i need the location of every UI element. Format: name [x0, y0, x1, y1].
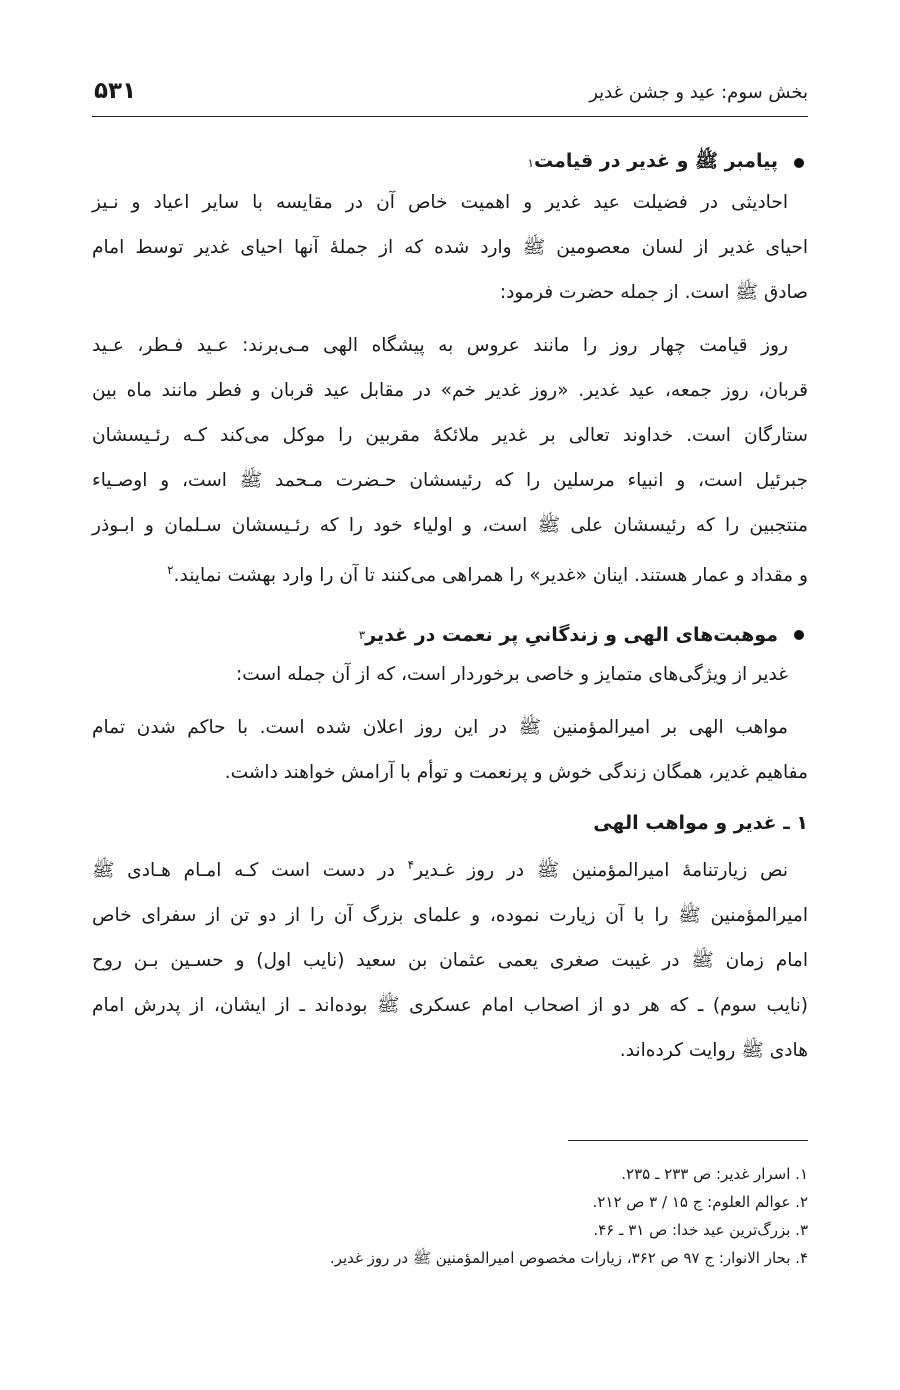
text-line: غدیر از ویژگی‌های متمایز و خاصی برخوردار است، که از آن جمله است:	[236, 664, 788, 686]
text-line: ستارگان است. خداوند تعالی بر غدیر ملائکهٔ مقربین را موکل می‌کند کـه رئـیسشان	[92, 425, 808, 446]
text-line: امیرالمؤمنین ﷺ را با آن زیارت نموده، و علمای بزرگ آن را از دو تن از سفرای خاص	[92, 905, 808, 927]
hadith-quote	[92, 323, 808, 368]
section-intro-paragraph	[92, 180, 808, 225]
text-line: جبرئیل است، و انبیاء مرسلین را که رئیسشان حـضرت مـحمد ﷺ است، و اوصـیاء	[92, 470, 808, 491]
footnote-item: ۳. بزرگ‌ترین عید خدا: ص ۳۱ ـ ۴۶.	[593, 1221, 808, 1239]
text-line-content: و مقداد و عمار هستند. اینان «غدیر» را همراهی می‌کنند تا آن را وارد بهشت نمایند.	[173, 565, 808, 587]
footnotes	[92, 1160, 808, 1272]
text-line: قربان، روز جمعه، عید غدیر. «روز غدیر خم» در مقابل عید قربان و فطر مانند ماه بین	[92, 380, 808, 401]
footnote-ref: ۱	[527, 156, 534, 170]
text-line: هادی ﷺ روایت کرده‌اند.	[619, 1040, 808, 1062]
footnote-divider	[568, 1140, 808, 1141]
section-title: موهبت‌های الهی و زندگانیِ پر نعمت در غدیر	[365, 624, 778, 647]
body-paragraph	[92, 843, 808, 893]
text-segment: در دست است کـه امـام هـادی ﷺ	[92, 860, 408, 882]
footnote-ref: ۳	[358, 628, 366, 643]
body-paragraph-cont	[92, 893, 808, 1073]
text-line: (نایب سوم) ـ که هر دو از اصحاب امام عسکری ﷺ بوده‌اند ـ از ایشان، از پدرش امام	[92, 995, 808, 1017]
text-line: منتجبین را که رئیسشان علی ﷺ است، و اولیاء خود را که رئـیسشان سـلمان و ابـوذر	[92, 515, 808, 536]
footnote-ref: ۴	[407, 858, 415, 873]
text-line: روز قیامت چهار روز را مانند عروس به پیشگاه الهی مـی‌برند: عـید فـطر، عـید	[92, 335, 788, 356]
page-number: ۵۳۱	[94, 78, 137, 104]
text-line	[92, 843, 788, 893]
text-line: مواهب الهی بر امیرالمؤمنین ﷺ در این روز اعلان شده است. با حاکم شدن تمام	[92, 717, 788, 739]
text-line: مفاهیم غدیر، همگان زندگی خوش و پرنعمت و توأم با آرامش خواهند داشت.	[224, 762, 808, 784]
section-intro-paragraph-cont	[92, 225, 808, 315]
text-line: احادیثی در فضیلت عید غدیر و اهمیت خاص آن در مقایسه با سایر اعیاد و نـیز	[92, 192, 788, 213]
text-line: احیای غدیر از لسان معصومین ﷺ وارد شده که از جملهٔ آنها احیای غدیر توسط امام	[92, 237, 808, 258]
page-content	[92, 146, 808, 1073]
footnote-item: ۱. اسرار غدیر: ص ۲۳۳ ـ ۲۳۵.	[621, 1165, 808, 1183]
hadith-quote-cont	[92, 368, 808, 598]
text-line: صادق ﷺ است. از جمله حضرت فرمود:	[499, 282, 808, 303]
section-intro-paragraph	[92, 652, 808, 697]
running-title: بخش سوم: عید و جشن غدیر	[589, 82, 808, 103]
bullet-icon	[794, 630, 804, 640]
footnote-ref: ۲	[167, 563, 174, 577]
text-segment: نص زیارتنامهٔ امیرالمؤمنین ﷺ در روز غـدیر	[414, 860, 789, 882]
text-line: امام زمان ﷺ در غیبت صغری یعمی عثمان بن سعید (نایب اول) و حسـین بـن روح	[92, 950, 808, 972]
footnote-item: ۴. بحار الانوار: ج ۹۷ ص ۳۶۲، زیارات مخصوص امیرالمؤمنین ﷺ در روز غدیر.	[329, 1249, 808, 1267]
section-heading-divine-gifts	[92, 618, 808, 652]
footnote-item: ۲. عوالم العلوم: ج ۱۵ / ۳ ص ۲۱۲.	[592, 1193, 808, 1211]
section-title: پیامبر ﷺ و غدیر در قیامت	[533, 150, 778, 172]
bullet-icon	[794, 158, 804, 168]
text-line	[92, 548, 808, 598]
body-paragraph-cont	[92, 750, 808, 795]
body-paragraph	[92, 705, 808, 750]
section-heading-prophet-ghadir-resurrection	[92, 146, 808, 180]
subsection-heading: ۱ ـ غدیر و مواهب الهی	[593, 812, 808, 835]
page-header	[92, 60, 808, 117]
